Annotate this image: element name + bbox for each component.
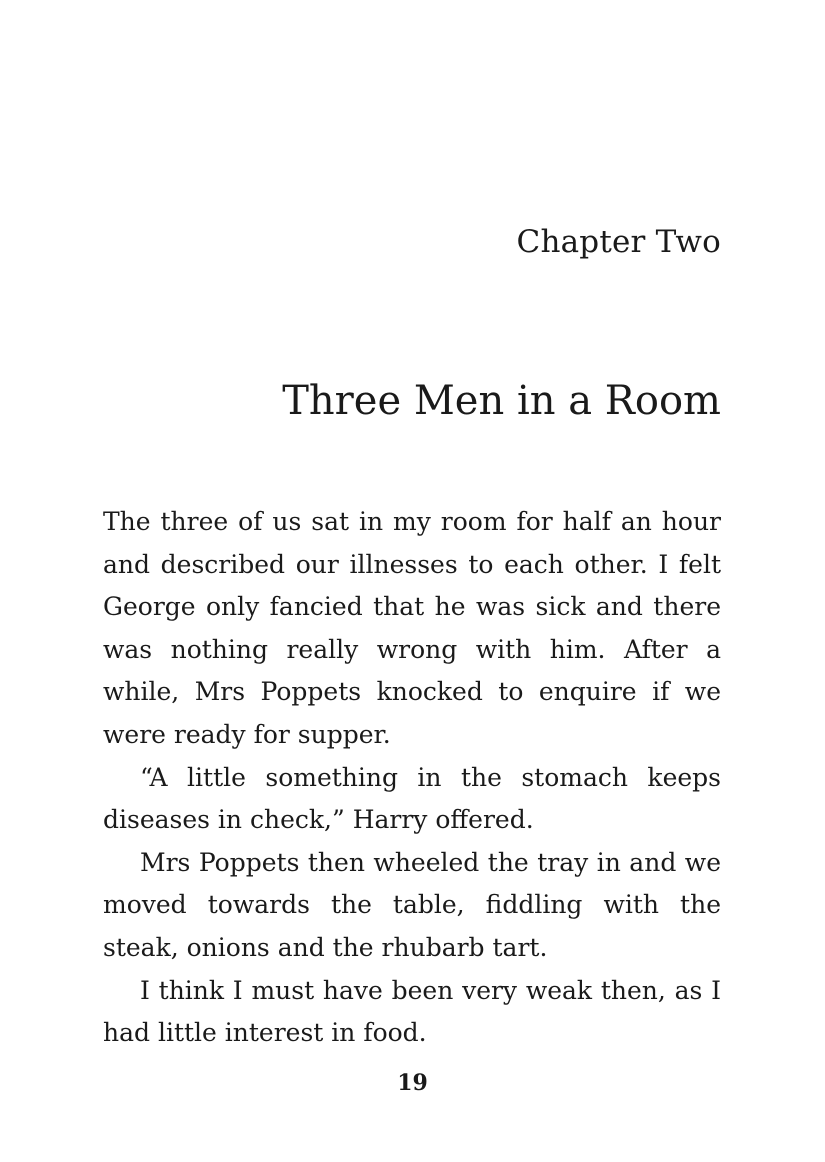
paragraph: The three of us sat in my room for half an hour and described our illnesses to each other. I felt George only fancied that he was sick and there was nothing really wrong with him. After a while, Mrs Poppets knocked to enquire if we were ready for supper. bbox=[103, 507, 721, 749]
page-number: 19 bbox=[397, 1070, 428, 1096]
chapter-title: Three Men in a Room bbox=[282, 378, 721, 424]
paragraph: I think I must have been very weak then, as I had little interest in food. bbox=[103, 975, 721, 1048]
body-text bbox=[103, 501, 721, 1055]
paragraph: Mrs Poppets then wheeled the tray in and we moved towards the table, fiddling with the steak, onions and the rhubarb tart. bbox=[103, 847, 721, 962]
paragraph: “A little something in the stomach keeps diseases in check,” Harry offered. bbox=[103, 762, 721, 835]
chapter-number-heading: Chapter Two bbox=[516, 224, 721, 260]
